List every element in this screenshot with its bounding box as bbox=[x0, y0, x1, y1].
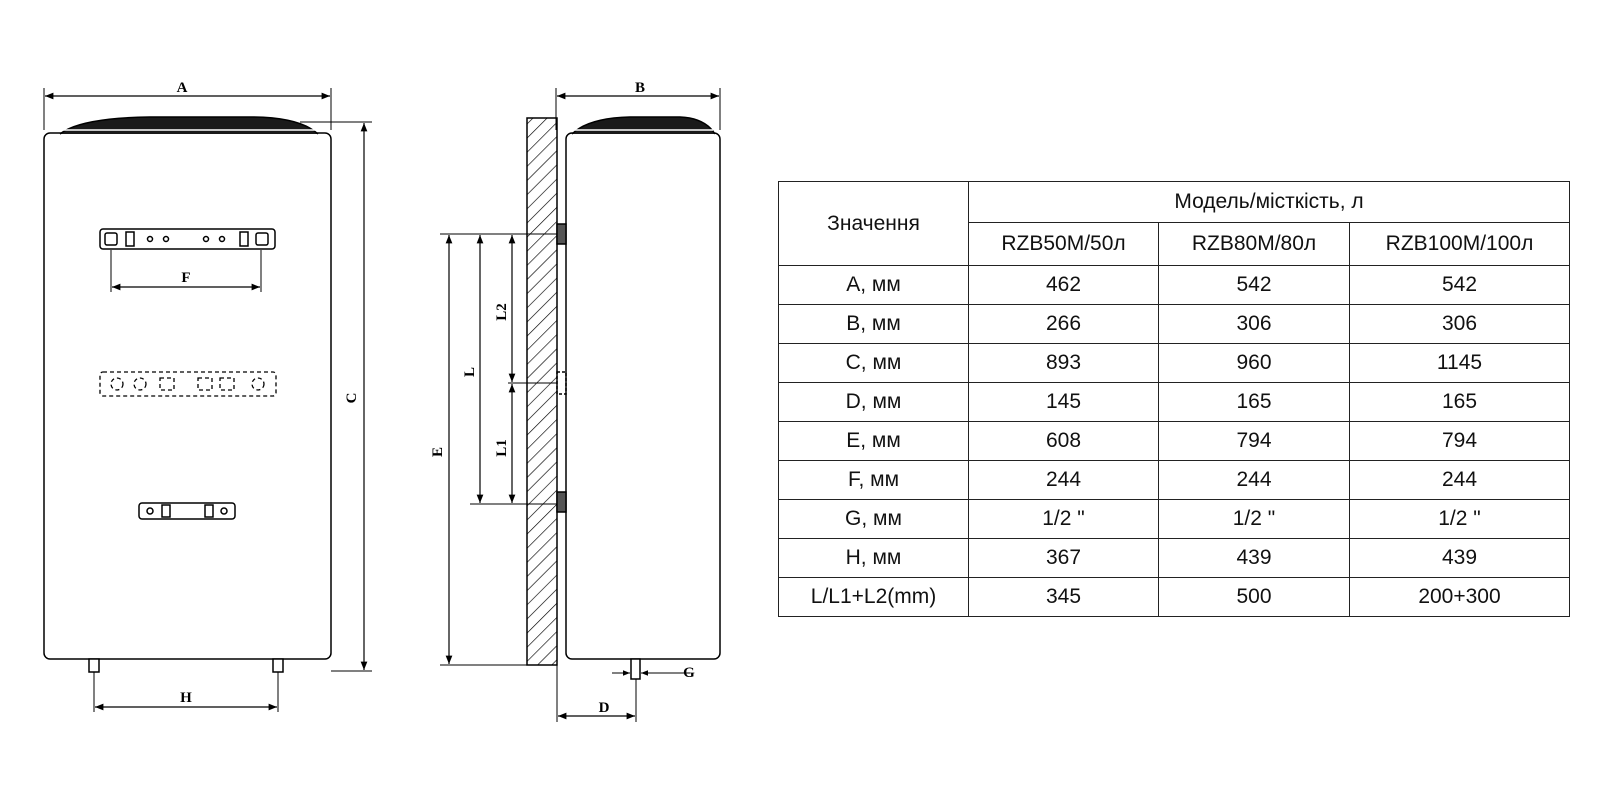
cell-value: 200+300 bbox=[1350, 578, 1570, 617]
side-lower-bracket bbox=[557, 492, 566, 512]
specifications-table bbox=[778, 181, 1570, 617]
cell-value: 893 bbox=[969, 344, 1159, 383]
cell-value: 439 bbox=[1350, 539, 1570, 578]
label-b: B bbox=[634, 80, 646, 96]
cell-value: 500 bbox=[1159, 578, 1350, 617]
row-label: E, мм bbox=[779, 422, 969, 461]
cell-value: 1/2 " bbox=[969, 500, 1159, 539]
upper-wall-bracket bbox=[100, 229, 275, 249]
label-d: D bbox=[598, 700, 610, 716]
cell-value: 1145 bbox=[1350, 344, 1570, 383]
model-header-3: RZB100M/100л bbox=[1350, 223, 1570, 266]
cell-value: 306 bbox=[1159, 305, 1350, 344]
front-top-cap bbox=[60, 117, 318, 134]
cell-value: 145 bbox=[969, 383, 1159, 422]
table-row bbox=[779, 383, 1570, 422]
cell-value: 1/2 " bbox=[1159, 500, 1350, 539]
cell-value: 266 bbox=[969, 305, 1159, 344]
table-row bbox=[779, 266, 1570, 305]
row-label: G, мм bbox=[779, 500, 969, 539]
table-row bbox=[779, 500, 1570, 539]
table-row bbox=[779, 344, 1570, 383]
left-pipe bbox=[89, 659, 99, 672]
cell-value: 367 bbox=[969, 539, 1159, 578]
side-top-cap bbox=[572, 117, 715, 134]
side-tank-body bbox=[566, 133, 720, 659]
table-row bbox=[779, 305, 1570, 344]
cell-value: 244 bbox=[969, 461, 1159, 500]
label-l1: L1 bbox=[494, 439, 510, 457]
side-view bbox=[440, 88, 720, 722]
cell-value: 439 bbox=[1159, 539, 1350, 578]
model-header-1: RZB50M/50л bbox=[969, 223, 1159, 266]
row-label: H, мм bbox=[779, 539, 969, 578]
label-c: C bbox=[344, 392, 360, 404]
side-upper-bracket bbox=[557, 224, 566, 244]
row-label: B, мм bbox=[779, 305, 969, 344]
model-group-header: Модель/місткість, л bbox=[969, 182, 1570, 223]
cell-value: 608 bbox=[969, 422, 1159, 461]
label-a: A bbox=[176, 80, 188, 96]
cell-value: 542 bbox=[1159, 266, 1350, 305]
label-h: H bbox=[180, 690, 192, 706]
cell-value: 244 bbox=[1159, 461, 1350, 500]
cell-value: 1/2 " bbox=[1350, 500, 1570, 539]
table-row bbox=[779, 422, 1570, 461]
row-label: D, мм bbox=[779, 383, 969, 422]
cell-value: 794 bbox=[1159, 422, 1350, 461]
side-pipe bbox=[631, 659, 640, 679]
cell-value: 306 bbox=[1350, 305, 1570, 344]
cell-value: 462 bbox=[969, 266, 1159, 305]
cell-value: 794 bbox=[1350, 422, 1570, 461]
side-middle-bracket bbox=[557, 372, 566, 394]
row-label: A, мм bbox=[779, 266, 969, 305]
middle-bracket-dashed bbox=[100, 372, 276, 396]
table-row bbox=[779, 539, 1570, 578]
cell-value: 244 bbox=[1350, 461, 1570, 500]
label-e: E bbox=[430, 446, 446, 458]
cell-value: 345 bbox=[969, 578, 1159, 617]
label-f: F bbox=[181, 270, 191, 286]
model-header-2: RZB80M/80л bbox=[1159, 223, 1350, 266]
cell-value: 542 bbox=[1350, 266, 1570, 305]
right-pipe bbox=[273, 659, 283, 672]
row-header-label: Значення bbox=[779, 182, 969, 266]
row-label: L/L1+L2(mm) bbox=[779, 578, 969, 617]
label-l2: L2 bbox=[494, 303, 510, 321]
cell-value: 165 bbox=[1159, 383, 1350, 422]
table-row bbox=[779, 578, 1570, 617]
row-label: C, мм bbox=[779, 344, 969, 383]
table-row bbox=[779, 461, 1570, 500]
front-view bbox=[44, 88, 372, 712]
installation-drawing bbox=[0, 0, 770, 800]
label-g: G bbox=[683, 665, 695, 681]
label-l: L bbox=[462, 366, 478, 378]
cell-value: 165 bbox=[1350, 383, 1570, 422]
cell-value: 960 bbox=[1159, 344, 1350, 383]
wall-section bbox=[527, 118, 557, 665]
row-label: F, мм bbox=[779, 461, 969, 500]
lower-wall-bracket bbox=[139, 503, 235, 519]
